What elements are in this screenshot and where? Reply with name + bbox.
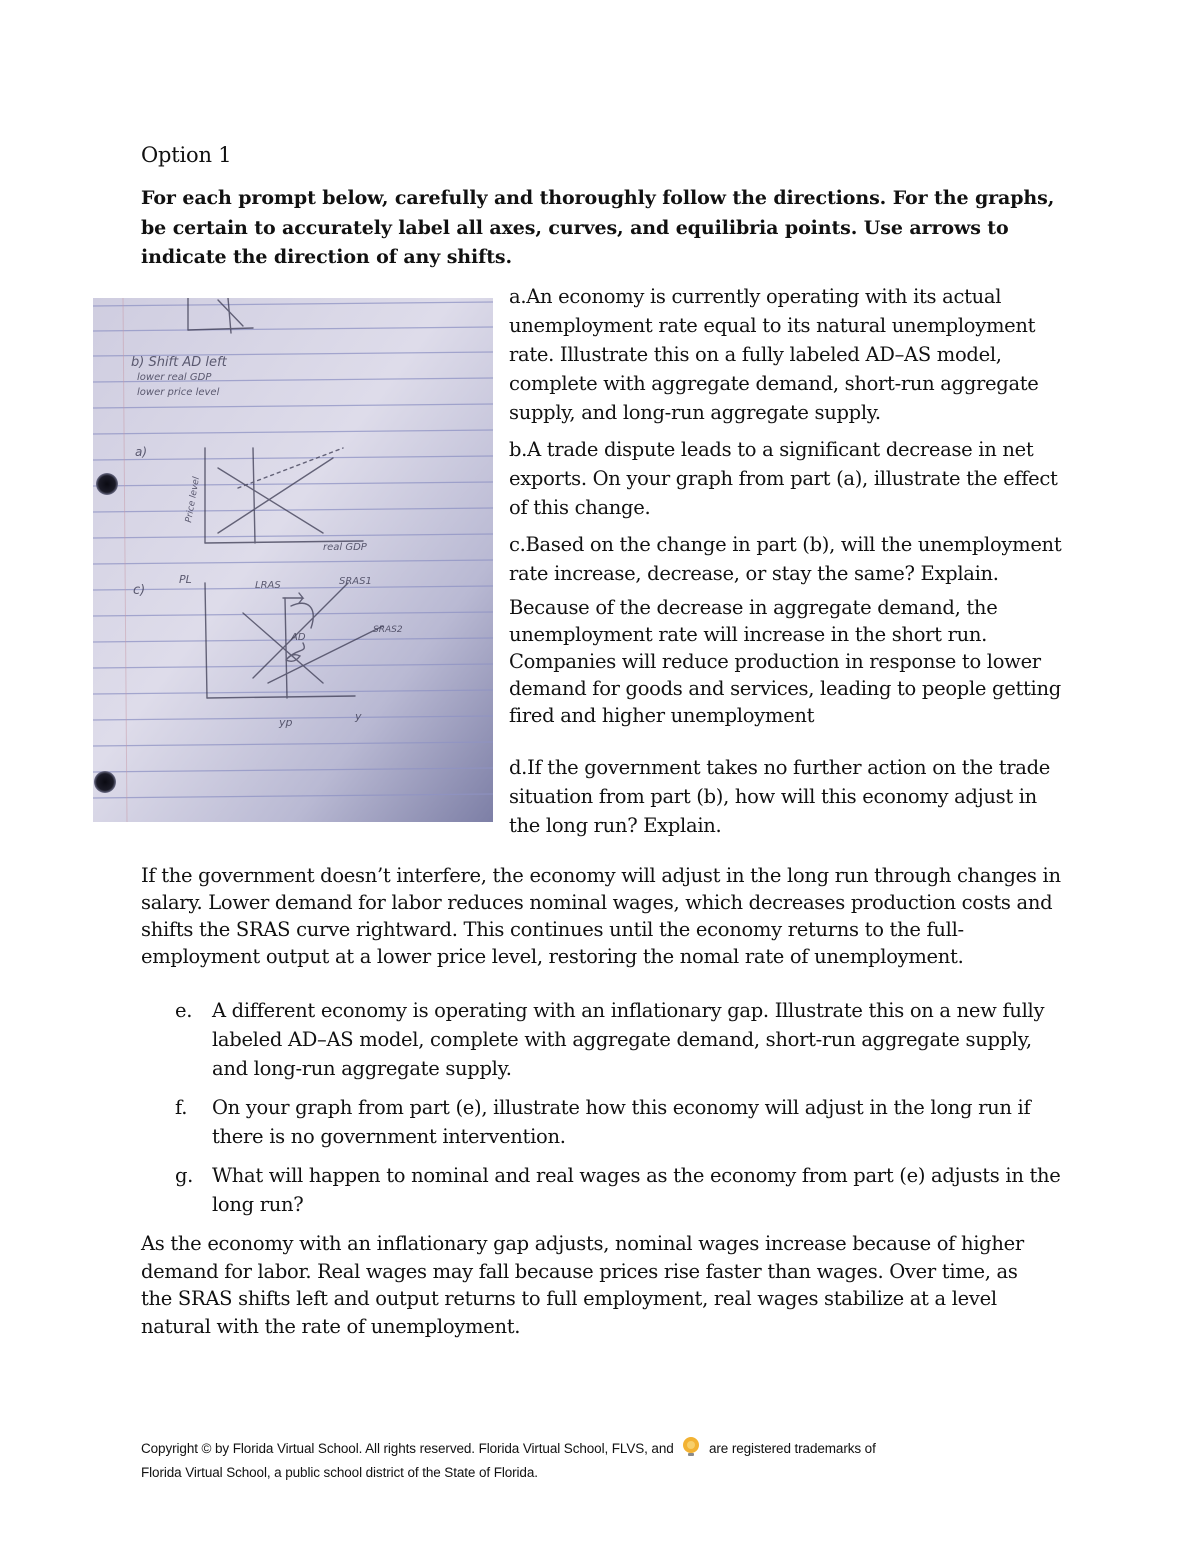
list-letter: e. [175, 999, 193, 1022]
list-item [141, 1161, 1071, 1219]
flvs-logo-icon [679, 1435, 703, 1459]
footer-text-2: are registered trademarks of [708, 1441, 876, 1456]
label-lras: LRAS [255, 580, 281, 591]
question-c: c.Based on the change in part (b), will the unemployment rate increase, decrease, or stay the same? Explain. [509, 533, 1062, 585]
label-real-gdp-a: real GDP [323, 542, 367, 553]
answer-g: As the economy with an inflationary gap adjusts, nominal wages increase because of higher demand for labor. Real wages may fall because prices rise faster than wages. Over time, as the SRAS shifts left and output returns to full employment, real wages stabilize at a level natural with the rate of unemployment. [141, 1232, 1024, 1338]
question-d: d.If the government takes no further action on the trade situation from part (b), how will this economy adjust in the long run? Explain. [509, 756, 1051, 837]
list-letter: g. [175, 1164, 194, 1187]
list-text: On your graph from part (e), illustrate how this economy will adjust in the long run if there is no government intervention. [212, 1096, 1031, 1148]
list-item [141, 996, 1071, 1083]
list-item [141, 1093, 1071, 1151]
question-list [141, 996, 1071, 1229]
answer-c: Because of the decrease in aggregate demand, the unemployment rate will increase in the short run. Companies will reduce production in response to lower demand for goods and services, leading to people getting fired and higher unemployment [509, 596, 1061, 727]
label-pl: PL [179, 573, 192, 586]
label-a: a) [135, 445, 148, 459]
label-price-level: Price level [184, 476, 203, 524]
copyright-footer [141, 1435, 1041, 1485]
footer-text-1: Copyright © by Florida Virtual School. All rights reserved. Florida Virtual School, FLVS, and [141, 1441, 674, 1456]
question-b: b.A trade dispute leads to a significant decrease in net exports. On your graph from part (a), illustrate the effect of this change. [509, 438, 1058, 519]
label-yp: yp [279, 716, 293, 729]
questions-column [509, 282, 1069, 840]
label-y: y [355, 710, 362, 723]
binder-hole-bottom [94, 771, 116, 793]
answer-d: If the government doesn’t interfere, the economy will adjust in the long run through changes in salary. Lower demand for labor reduces nominal wages, which decreases production costs and shifts the SRAS curve rightward. This continues until the economy returns to the full-employment output at a lower price level, restoring the nomal rate of unemployment. [141, 864, 1061, 968]
label-sras2: SRAS2 [373, 625, 403, 635]
directions-text: For each prompt below, carefully and thoroughly follow the directions. For the graphs, be certain to accurately label all axes, curves, and equilibria points. Use arrows to indicate the direction of any shifts. [141, 187, 1055, 268]
label-c: c) [133, 583, 146, 598]
footer-text-3: Florida Virtual School, a public school district of the State of Florida. [141, 1465, 538, 1480]
note-real-gdp: lower real GDP [137, 372, 212, 383]
label-ad: AD [291, 632, 306, 643]
list-letter: f. [175, 1096, 188, 1119]
note-price-level: lower price level [137, 387, 220, 398]
handwritten-graph-photo [93, 298, 493, 822]
binder-hole-top [96, 473, 118, 495]
list-text: What will happen to nominal and real wages as the economy from part (e) adjusts in the long run? [212, 1164, 1061, 1216]
question-a: a.An economy is currently operating with its actual unemployment rate equal to its natural unemployment rate. Illustrate this on a fully labeled AD–AS model, complete with aggregate demand, short-run aggregate supply, and long-run aggregate supply. [509, 285, 1039, 424]
label-sras1: SRAS1 [339, 576, 372, 587]
note-shift-ad: b) Shift AD left [131, 355, 227, 370]
option-heading: Option 1 [141, 143, 232, 167]
list-text: A different economy is operating with an inflationary gap. Illustrate this on a new fully labeled AD–AS model, complete with aggregate demand, short-run aggregate supply, and long-run aggregate supply. [212, 999, 1045, 1080]
